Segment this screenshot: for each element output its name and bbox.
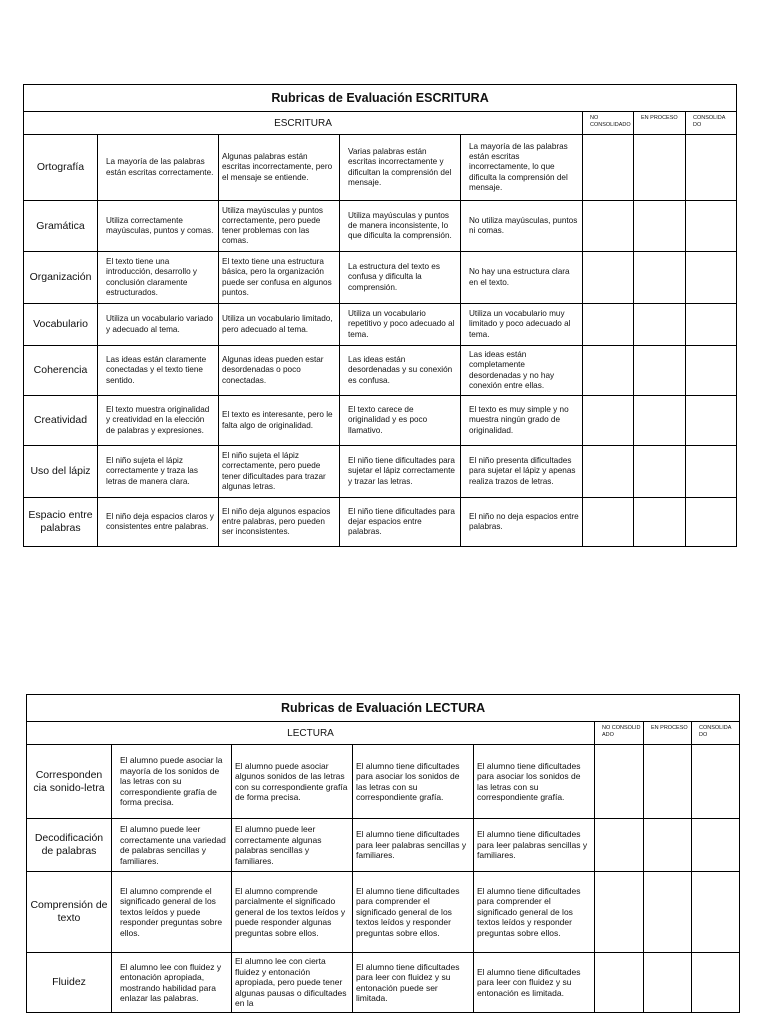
criterion-label: Uso del lápiz — [24, 446, 98, 498]
descriptor-cell: Varias palabras están escritas incorrectamente y dificultan la comprensión del mensaje. — [340, 135, 461, 201]
descriptor-cell: El niño sujeta el lápiz correctamente, pero puede tener dificultades para trazar algunas letras. — [219, 446, 340, 498]
section-label: ESCRITURA — [24, 112, 583, 135]
level-header-consolidado: CONSOLIDA DO — [692, 722, 740, 745]
score-cell-en-proceso[interactable] — [634, 498, 686, 547]
criterion-label: Corresponden cia sonido-letra — [27, 745, 112, 819]
criterion-label: Comprensión de texto — [27, 872, 112, 953]
descriptor-cell: El alumno tiene dificultades para comprender el significado general de los textos leídos y responder preguntas sobre ellos. — [353, 872, 474, 953]
descriptor-cell: El texto es muy simple y no muestra ningún grado de originalidad. — [461, 396, 583, 446]
descriptor-cell: El niño tiene dificultades para sujetar el lápiz correctamente y trazar las letras. — [340, 446, 461, 498]
score-cell-en-proceso[interactable] — [634, 396, 686, 446]
descriptor-cell: La mayoría de las palabras están escritas incorrectamente, lo que dificulta la comprensión del mensaje. — [461, 135, 583, 201]
criterion-label: Coherencia — [24, 346, 98, 396]
descriptor-cell: El alumno puede asociar algunos sonidos de las letras con su correspondiente grafía de forma precisa. — [232, 745, 353, 819]
descriptor-cell: El alumno tiene dificultades para asociar los sonidos de las letras con su correspondiente grafía. — [474, 745, 595, 819]
descriptor-cell: Utiliza un vocabulario repetitivo y poco adecuado al tema. — [340, 304, 461, 346]
table-row — [24, 201, 737, 252]
table-title: Rubricas de Evaluación ESCRITURA — [24, 85, 737, 112]
score-cell-consolidado[interactable] — [686, 346, 737, 396]
descriptor-cell: El alumno tiene dificultades para leer con fluidez y su entonación puede ser limitada. — [353, 953, 474, 1013]
table-row — [24, 304, 737, 346]
descriptor-cell: El texto muestra originalidad y creatividad en la elección de palabras y expresiones. — [98, 396, 219, 446]
criterion-label: Ortografía — [24, 135, 98, 201]
table-row — [24, 252, 737, 304]
criterion-label: Vocabulario — [24, 304, 98, 346]
descriptor-cell: Las ideas están claramente conectadas y el texto tiene sentido. — [98, 346, 219, 396]
table-row — [24, 346, 737, 396]
descriptor-cell: Algunas ideas pueden estar desordenadas o poco conectadas. — [219, 346, 340, 396]
descriptor-cell: El alumno puede leer correctamente una variedad de palabras sencillas y familiares. — [112, 819, 232, 872]
score-cell-consolidado[interactable] — [686, 201, 737, 252]
score-cell-no-consolidado[interactable] — [583, 135, 634, 201]
descriptor-cell: El alumno tiene dificultades para leer palabras sencillas y familiares. — [474, 819, 595, 872]
table-title: Rubricas de Evaluación LECTURA — [27, 695, 740, 722]
table-row — [24, 135, 737, 201]
score-cell-no-consolidado[interactable] — [583, 346, 634, 396]
criterion-label: Fluidez — [27, 953, 112, 1013]
score-cell-consolidado[interactable] — [692, 745, 740, 819]
score-cell-en-proceso[interactable] — [644, 745, 692, 819]
score-cell-no-consolidado[interactable] — [595, 745, 644, 819]
table-row — [27, 745, 740, 819]
score-cell-consolidado[interactable] — [686, 135, 737, 201]
score-cell-no-consolidado[interactable] — [583, 396, 634, 446]
score-cell-en-proceso[interactable] — [644, 953, 692, 1013]
score-cell-en-proceso[interactable] — [634, 252, 686, 304]
score-cell-no-consolidado[interactable] — [595, 953, 644, 1013]
descriptor-cell: El alumno tiene dificultades para leer palabras sencillas y familiares. — [353, 819, 474, 872]
descriptor-cell: Las ideas están desordenadas y su conexión es confusa. — [340, 346, 461, 396]
level-header-en-proceso: EN PROCESO — [644, 722, 692, 745]
table-row — [27, 953, 740, 1013]
score-cell-consolidado[interactable] — [692, 872, 740, 953]
score-cell-no-consolidado[interactable] — [595, 819, 644, 872]
descriptor-cell: El texto tiene una estructura básica, pero la organización puede ser confusa en algunos puntos. — [219, 252, 340, 304]
score-cell-no-consolidado[interactable] — [583, 446, 634, 498]
descriptor-cell: La estructura del texto es confusa y dificulta la comprensión. — [340, 252, 461, 304]
score-cell-consolidado[interactable] — [692, 819, 740, 872]
criterion-label: Espacio entre palabras — [24, 498, 98, 547]
descriptor-cell: El alumno puede asociar la mayoría de los sonidos de las letras con su correspondiente grafía de forma precisa. — [112, 745, 232, 819]
score-cell-no-consolidado[interactable] — [583, 304, 634, 346]
descriptor-cell: Utiliza mayúsculas y puntos de manera inconsistente, lo que dificulta la comprensión. — [340, 201, 461, 252]
table-row — [24, 446, 737, 498]
descriptor-cell: Utiliza un vocabulario variado y adecuado al tema. — [98, 304, 219, 346]
descriptor-cell: El alumno puede leer correctamente algunas palabras sencillas y familiares. — [232, 819, 353, 872]
criterion-label: Creatividad — [24, 396, 98, 446]
score-cell-en-proceso[interactable] — [634, 346, 686, 396]
descriptor-cell: El niño deja espacios claros y consistentes entre palabras. — [98, 498, 219, 547]
score-cell-en-proceso[interactable] — [634, 304, 686, 346]
descriptor-cell: El alumno tiene dificultades para leer con fluidez y su entonación es limitada. — [474, 953, 595, 1013]
descriptor-cell: El alumno comprende el significado general de los textos leídos y puede responder preguntas sobre ellos. — [112, 872, 232, 953]
descriptor-cell: El niño tiene dificultades para dejar espacios entre palabras. — [340, 498, 461, 547]
score-cell-en-proceso[interactable] — [644, 872, 692, 953]
descriptor-cell: El niño no deja espacios entre palabras. — [461, 498, 583, 547]
score-cell-en-proceso[interactable] — [634, 446, 686, 498]
table-row — [24, 498, 737, 547]
score-cell-consolidado[interactable] — [692, 953, 740, 1013]
descriptor-cell: La mayoría de las palabras están escritas correctamente. — [98, 135, 219, 201]
section-label: LECTURA — [27, 722, 595, 745]
level-header-no-consolidado: NO CONSOLIDADO — [583, 112, 634, 135]
descriptor-cell: Utiliza un vocabulario limitado, pero adecuado al tema. — [219, 304, 340, 346]
score-cell-no-consolidado[interactable] — [595, 872, 644, 953]
score-cell-consolidado[interactable] — [686, 252, 737, 304]
descriptor-cell: El texto carece de originalidad y es poco llamativo. — [340, 396, 461, 446]
score-cell-consolidado[interactable] — [686, 446, 737, 498]
criterion-label: Decodificación de palabras — [27, 819, 112, 872]
descriptor-cell: El texto es interesante, pero le falta algo de originalidad. — [219, 396, 340, 446]
descriptor-cell: Utiliza un vocabulario muy limitado y poco adecuado al tema. — [461, 304, 583, 346]
descriptor-cell: El alumno comprende parcialmente el significado general de los textos leídos y puede responder algunas preguntas sobre ellos. — [232, 872, 353, 953]
descriptor-cell: El niño deja algunos espacios entre palabras, pero pueden ser inconsistentes. — [219, 498, 340, 547]
score-cell-en-proceso[interactable] — [634, 135, 686, 201]
criterion-label: Gramática — [24, 201, 98, 252]
level-header-no-consolidado: NO CONSOLID ADO — [595, 722, 644, 745]
descriptor-cell: El alumno lee con cierta fluidez y entonación apropiada, pero puede tener algunas pausas o dificultades en la — [232, 953, 353, 1013]
descriptor-cell: El alumno tiene dificultades para comprender el significado general de los textos leídos y responder preguntas sobre ellos. — [474, 872, 595, 953]
table-row — [24, 396, 737, 446]
descriptor-cell: Las ideas están completamente desordenadas y no hay conexión entre ellas. — [461, 346, 583, 396]
score-cell-en-proceso[interactable] — [634, 201, 686, 252]
score-cell-no-consolidado[interactable] — [583, 498, 634, 547]
descriptor-cell: El texto tiene una introducción, desarrollo y conclusión claramente estructurados. — [98, 252, 219, 304]
rubric-table-escritura — [23, 84, 737, 547]
descriptor-cell: El niño presenta dificultades para sujetar el lápiz y apenas realiza trazos de letras. — [461, 446, 583, 498]
table-row — [27, 819, 740, 872]
table-row — [27, 872, 740, 953]
descriptor-cell: El alumno tiene dificultades para asociar los sonidos de las letras con su correspondiente grafía. — [353, 745, 474, 819]
descriptor-cell: El alumno lee con fluidez y entonación apropiada, mostrando habilidad para enlazar las palabras. — [112, 953, 232, 1013]
score-cell-consolidado[interactable] — [686, 396, 737, 446]
level-header-en-proceso: EN PROCESO — [634, 112, 686, 135]
rubric-table-lectura — [26, 694, 740, 1013]
score-cell-no-consolidado[interactable] — [583, 252, 634, 304]
level-header-consolidado: CONSOLIDA DO — [686, 112, 737, 135]
descriptor-cell: Utiliza mayúsculas y puntos correctamente, pero puede tener problemas con las comas. — [219, 201, 340, 252]
score-cell-consolidado[interactable] — [686, 498, 737, 547]
descriptor-cell: Algunas palabras están escritas incorrectamente, pero el mensaje se entiende. — [219, 135, 340, 201]
score-cell-no-consolidado[interactable] — [583, 201, 634, 252]
descriptor-cell: El niño sujeta el lápiz correctamente y traza las letras de manera clara. — [98, 446, 219, 498]
descriptor-cell: No hay una estructura clara en el texto. — [461, 252, 583, 304]
score-cell-en-proceso[interactable] — [644, 819, 692, 872]
descriptor-cell: No utiliza mayúsculas, puntos ni comas. — [461, 201, 583, 252]
score-cell-consolidado[interactable] — [686, 304, 737, 346]
descriptor-cell: Utiliza correctamente mayúsculas, puntos y comas. — [98, 201, 219, 252]
criterion-label: Organización — [24, 252, 98, 304]
